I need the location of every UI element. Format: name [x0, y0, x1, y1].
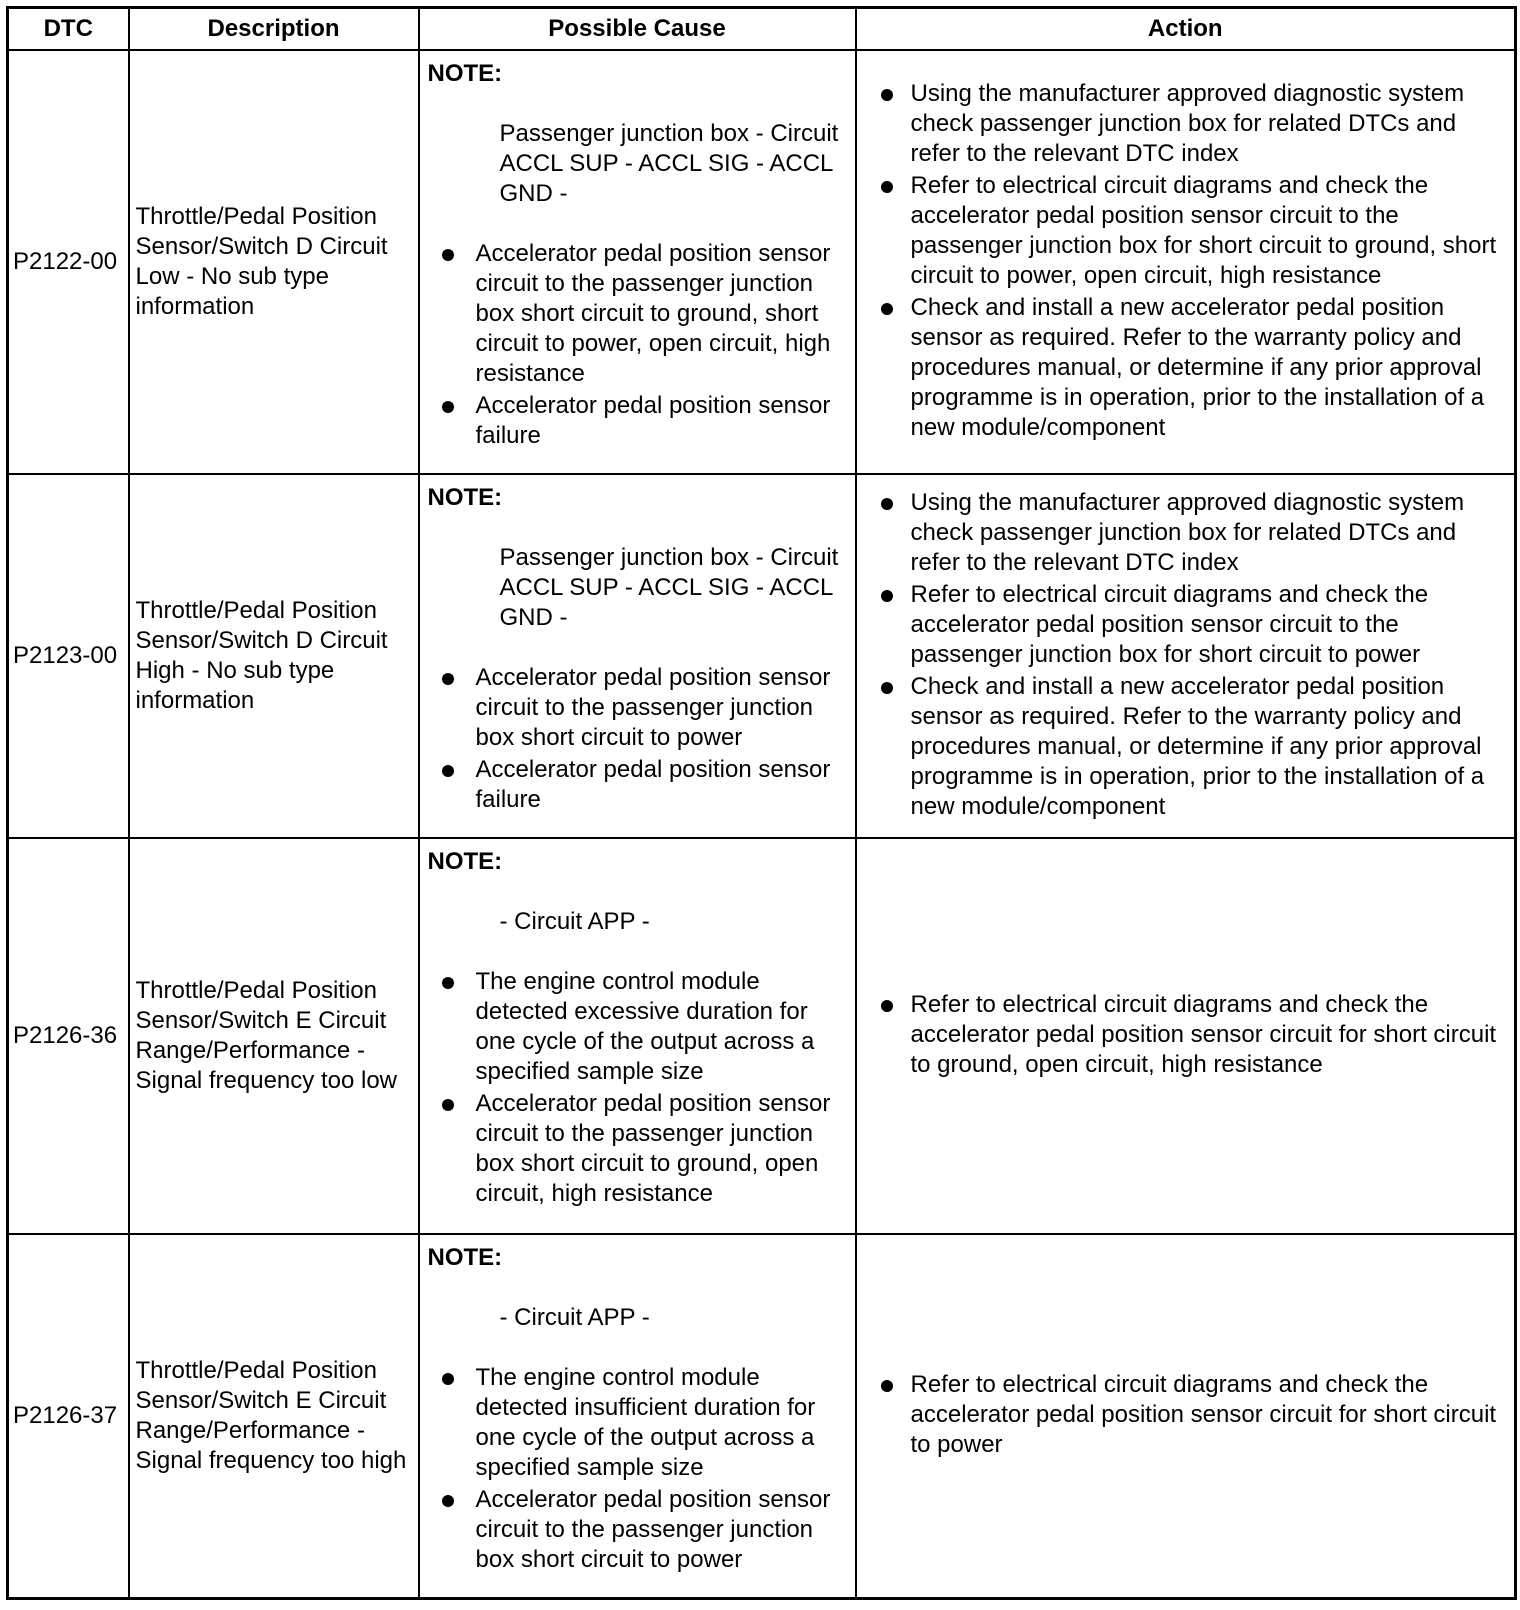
note-label: NOTE:: [427, 848, 503, 875]
action-cell: [856, 474, 1516, 838]
action-item: Refer to electrical circuit diagrams and check the accelerator pedal position sensor circuit to the passenger junction box for short circuit to power: [879, 580, 1509, 670]
table-header-row: [8, 8, 1516, 51]
dtc-code: P2123-00: [8, 474, 129, 838]
action-item: Check and install a new accelerator pedal position sensor as required. Refer to the warranty policy and procedures manual, or determine if any prior approval programme is in operation, prior to the installation of a new module/component: [879, 672, 1509, 822]
action-item: Refer to electrical circuit diagrams and check the accelerator pedal position sensor circuit for short circuit to power: [879, 1370, 1509, 1460]
note-text: Passenger junction box - Circuit ACCL SUP - ACCL SIG - ACCL GND -: [499, 120, 839, 207]
dtc-code: P2122-00: [8, 50, 129, 474]
action-item: Using the manufacturer approved diagnostic system check passenger junction box for related DTCs and refer to the relevant DTC index: [879, 488, 1509, 578]
table-row: [8, 50, 1516, 474]
action-item: Check and install a new accelerator pedal position sensor as required. Refer to the warranty policy and procedures manual, or determine if any prior approval programme is in operation, prior to the installation of a new module/component: [879, 293, 1509, 443]
dtc-description: Throttle/Pedal Position Sensor/Switch E Circuit Range/Performance - Signal frequency too low: [129, 838, 419, 1234]
cause-list: [428, 663, 847, 815]
action-list: [879, 79, 1509, 443]
cause-item: Accelerator pedal position sensor circuit to the passenger junction box short circuit to power: [428, 1485, 847, 1575]
dtc-description: Throttle/Pedal Position Sensor/Switch D Circuit High - No sub type information: [129, 474, 419, 838]
note-text: Passenger junction box - Circuit ACCL SUP - ACCL SIG - ACCL GND -: [499, 544, 839, 631]
note-label: NOTE:: [427, 60, 503, 87]
note-text: - Circuit APP -: [499, 908, 650, 935]
cause-item: Accelerator pedal position sensor failure: [428, 755, 847, 815]
cause-list: [428, 967, 847, 1209]
cause-item: Accelerator pedal position sensor circuit to the passenger junction box short circuit to ground, open circuit, high resistance: [428, 1089, 847, 1209]
dtc-table: [6, 6, 1517, 1600]
cause-item: Accelerator pedal position sensor failure: [428, 391, 847, 451]
table-row: [8, 838, 1516, 1234]
note-label: NOTE:: [427, 1244, 503, 1271]
action-item: Using the manufacturer approved diagnostic system check passenger junction box for related DTCs and refer to the relevant DTC index: [879, 79, 1509, 169]
header-description: Description: [129, 8, 419, 51]
table-row: [8, 474, 1516, 838]
possible-cause-cell: [419, 1234, 856, 1598]
action-item: Refer to electrical circuit diagrams and check the accelerator pedal position sensor circuit for short circuit to ground, open circuit, high resistance: [879, 990, 1509, 1080]
cause-item: Accelerator pedal position sensor circuit to the passenger junction box short circuit to ground, short circuit to power, open circuit, high resistance: [428, 239, 847, 389]
header-dtc: DTC: [8, 8, 129, 51]
possible-cause-cell: [419, 838, 856, 1234]
table-row: [8, 1234, 1516, 1598]
possible-cause-cell: [419, 474, 856, 838]
action-cell: [856, 1234, 1516, 1598]
cause-list: [428, 239, 847, 451]
possible-cause-cell: [419, 50, 856, 474]
cause-list: [428, 1363, 847, 1575]
cause-item: The engine control module detected insufficient duration for one cycle of the output across a specified sample size: [428, 1363, 847, 1483]
action-list: [879, 1370, 1509, 1460]
action-list: [879, 990, 1509, 1080]
note-label: NOTE:: [427, 484, 503, 511]
action-list: [879, 488, 1509, 822]
note-text: - Circuit APP -: [499, 1304, 650, 1331]
header-possible-cause: Possible Cause: [419, 8, 856, 51]
dtc-description: Throttle/Pedal Position Sensor/Switch E Circuit Range/Performance - Signal frequency too high: [129, 1234, 419, 1598]
cause-item: Accelerator pedal position sensor circuit to the passenger junction box short circuit to power: [428, 663, 847, 753]
header-action: Action: [856, 8, 1516, 51]
dtc-code: P2126-36: [8, 838, 129, 1234]
action-item: Refer to electrical circuit diagrams and check the accelerator pedal position sensor circuit to the passenger junction box for short circuit to ground, short circuit to power, open circuit, high resistance: [879, 171, 1509, 291]
dtc-description: Throttle/Pedal Position Sensor/Switch D Circuit Low - No sub type information: [129, 50, 419, 474]
action-cell: [856, 50, 1516, 474]
action-cell: [856, 838, 1516, 1234]
cause-item: The engine control module detected excessive duration for one cycle of the output across a specified sample size: [428, 967, 847, 1087]
dtc-code: P2126-37: [8, 1234, 129, 1598]
